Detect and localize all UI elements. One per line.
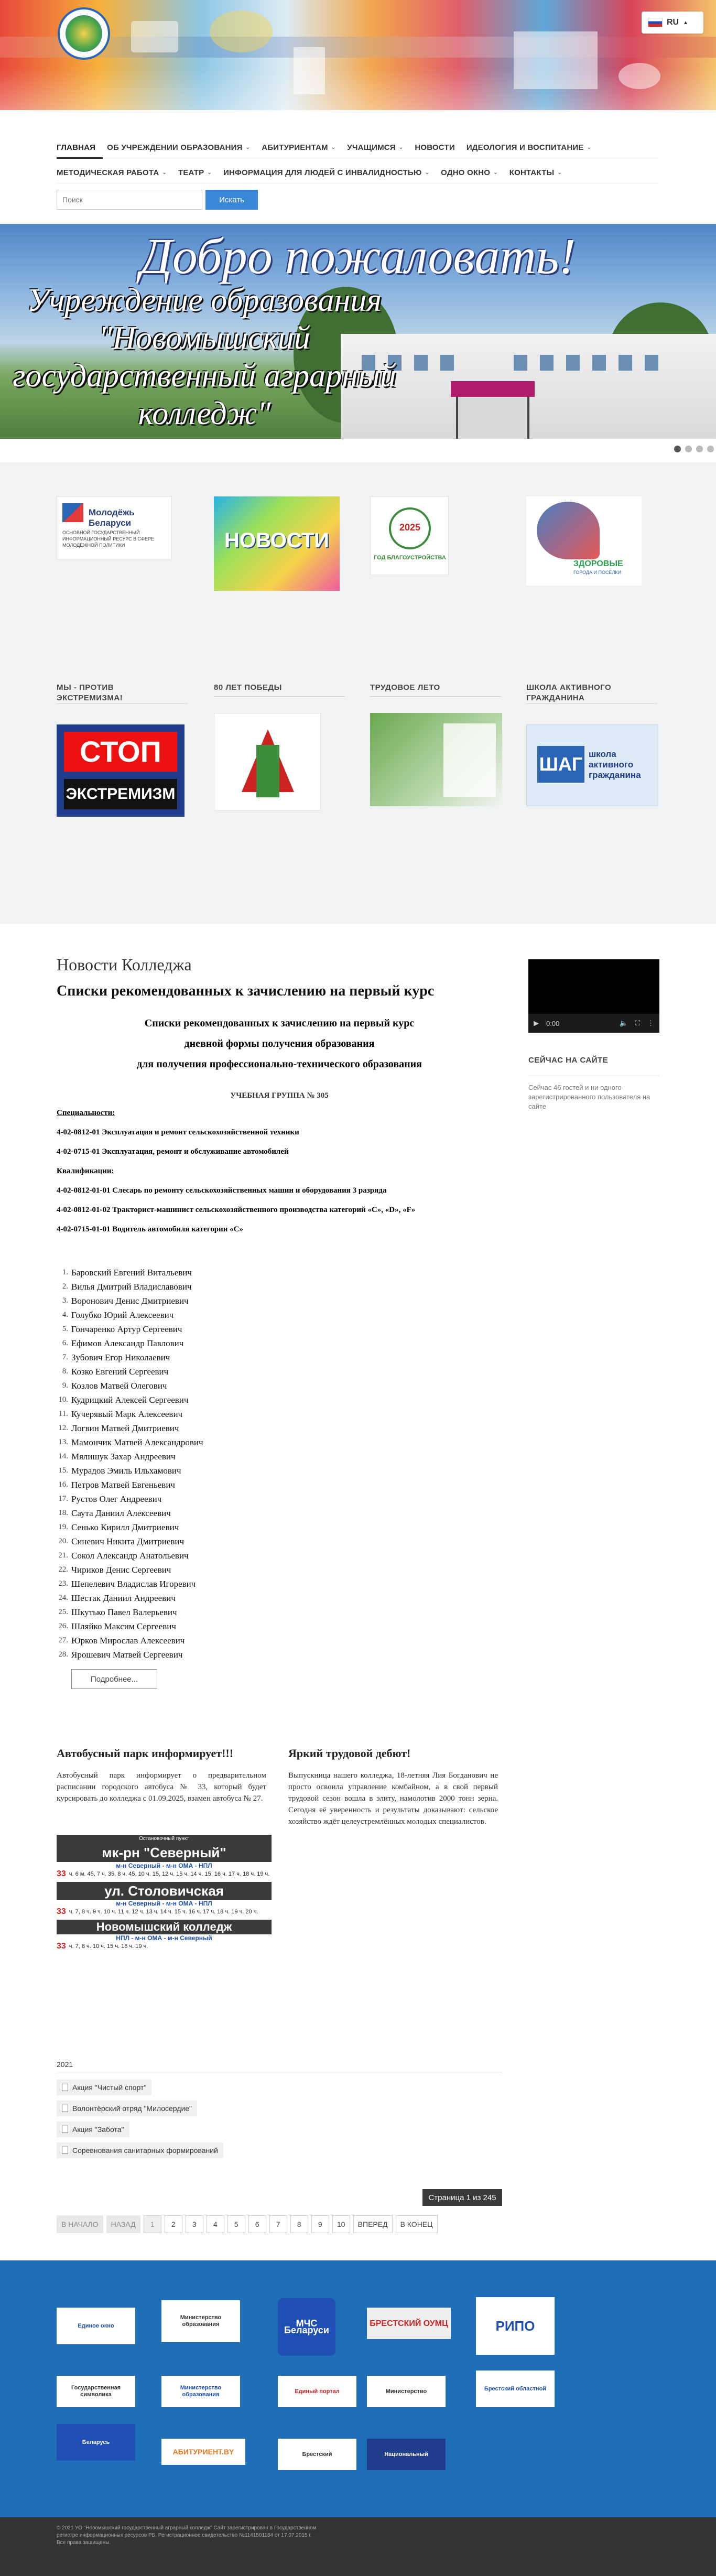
student-name: Шляйко Максим Сергеевич (71, 1621, 176, 1631)
chevron-down-icon: ⌄ (587, 145, 592, 150)
student-item (57, 1336, 502, 1350)
banner-news[interactable] (214, 496, 340, 591)
student-name: Шкутько Павел Валерьевич (71, 1607, 177, 1617)
student-name: Мурадов Эмиль Ильхамович (71, 1466, 181, 1476)
pagination-page[interactable]: 1 (144, 2215, 161, 2233)
route-text: м-н Северный - м-н ОМА - НПЛ (116, 1862, 212, 1869)
banner-healthy-cities[interactable] (526, 496, 642, 586)
student-item (57, 1365, 502, 1379)
chevron-down-icon: ⌄ (557, 170, 562, 176)
student-number: 26. (58, 1622, 68, 1630)
banner-labor-summer[interactable] (370, 713, 502, 806)
student-number: 15. (58, 1466, 68, 1475)
student-number: 21. (58, 1551, 68, 1560)
footer-logo[interactable]: РИПО (476, 2297, 555, 2355)
student-name: Шепелевич Владислав Игоревич (71, 1579, 196, 1589)
student-number: 17. (58, 1495, 68, 1503)
footer-logo[interactable]: Министерство (367, 2376, 446, 2407)
nav-item-label: ИДЕОЛОГИЯ И ВОСПИТАНИЕ (466, 143, 584, 152)
slider-pagination (674, 446, 714, 452)
student-number: 1. (62, 1268, 68, 1276)
student-name: Сокол Александр Анатольевич (71, 1551, 189, 1561)
news-content (57, 955, 502, 1689)
chevron-down-icon: ⌄ (162, 170, 167, 176)
route-number: 33 (57, 1907, 66, 1916)
student-number: 11. (58, 1410, 68, 1418)
route-text: м-н Северный - м-н ОМА - НПЛ (116, 1900, 212, 1907)
pagination-page[interactable]: 4 (207, 2215, 224, 2233)
student-name: Гончаренко Артур Сергеевич (71, 1324, 182, 1334)
stop-name: Новомышский колледж (57, 1920, 272, 1934)
nav-item[interactable] (57, 136, 103, 159)
student-item (57, 1563, 502, 1577)
pagination-page[interactable]: 8 (290, 2215, 308, 2233)
more-icon[interactable]: ⋮ (647, 1019, 654, 1027)
search-form (57, 190, 258, 210)
video-controls (528, 1014, 659, 1033)
archive-tag[interactable] (57, 2080, 151, 2095)
student-name: Логвин Матвей Дмитриевич (71, 1423, 179, 1433)
search-input[interactable] (57, 190, 202, 210)
student-name: Саута Даниил Алексеевич (71, 1508, 171, 1518)
year-label: 2021 (57, 2060, 502, 2072)
banner-stop-extremism[interactable] (57, 724, 185, 817)
video-player[interactable] (528, 959, 659, 1033)
specialties-label: Специальности: (57, 1109, 115, 1117)
student-item (57, 1520, 502, 1534)
nav-item[interactable] (467, 143, 599, 152)
student-number: 14. (58, 1452, 68, 1460)
nav-item[interactable] (509, 168, 569, 177)
student-item (57, 1619, 502, 1633)
student-name: Мамончик Матвей Александрович (71, 1437, 203, 1447)
qualification-item: 4-02-0715-01-01 Водитель автомобиля категории «С» (57, 1225, 243, 1233)
article-text: Автобусный парк информирует о предварительном расписании городского автобуса № 33, который будет курсировать до колледжа с 01.09.2025, взамен автобуса № 27. (57, 1771, 266, 1803)
banner-text-2: ЭКСТРЕМИЗМ (64, 779, 177, 809)
nav-item-label: ТЕАТР (178, 168, 204, 177)
banner-active-citizen-school[interactable] (526, 724, 658, 806)
student-item (57, 1449, 502, 1464)
route-number: 33 (57, 1942, 66, 1951)
video-time: 0:00 (546, 1019, 560, 1027)
route-text: НПЛ - м-н ОМА - м-н Северный (116, 1934, 212, 1942)
footer-logo[interactable]: Национальный (367, 2439, 446, 2470)
tag-label: Акция "Забота" (72, 2125, 124, 2134)
nav-item[interactable] (441, 168, 505, 177)
nav-item-label: АБИТУРИЕНТАМ (262, 143, 328, 152)
banner-label: МЫ - ПРОТИВ ЭКСТРЕМИЗМА! (57, 683, 123, 702)
banner-year-of-improvement[interactable] (370, 496, 449, 575)
times-text: ч. 7, 8 ч. 10 ч. 15 ч. 16 ч. 19 ч. (69, 1943, 148, 1950)
student-item (57, 1379, 502, 1393)
student-name: Чириков Денис Сергеевич (71, 1565, 171, 1575)
banner-title: НОВОСТИ (224, 529, 330, 552)
student-name: Кудрицкий Алексей Сергеевич (71, 1395, 189, 1405)
chevron-down-icon: ⌄ (398, 145, 404, 150)
banner-text-1: ШАГ (537, 746, 584, 783)
footer-logo[interactable]: Министерство образования (161, 2300, 240, 2342)
online-text: Сейчас 46 гостей и ни одного зарегистрированного пользователя на сайте (528, 1084, 650, 1110)
student-name: Ярошевич Матвей Сергеевич (71, 1650, 183, 1660)
tag-label: Волонтёрский отряд "Милосердие" (72, 2104, 192, 2113)
footer-logo[interactable]: Единый портал (278, 2376, 356, 2407)
student-item (57, 1605, 502, 1619)
language-code: RU (667, 18, 679, 27)
college-logo[interactable] (58, 7, 110, 60)
slider-dot[interactable] (696, 446, 703, 452)
article-title[interactable]: Яркий трудовой дебют! (288, 1747, 411, 1760)
nav-row-2 (57, 163, 659, 183)
footer-logo[interactable]: АБИТУРИЕНТ.BY (161, 2439, 245, 2465)
play-icon[interactable]: ▶ (534, 1019, 539, 1027)
footer-logo[interactable]: Беларусь (57, 2424, 135, 2461)
nav-item-label: ГЛАВНАЯ (57, 143, 96, 152)
article-labor-debut (288, 1747, 498, 1827)
banner-label: ТРУДОВОЕ ЛЕТО (370, 683, 440, 692)
nav-item[interactable] (178, 168, 219, 177)
group-title: УЧЕБНАЯ ГРУППА № 305 (230, 1091, 329, 1100)
document-icon (62, 2147, 68, 2154)
article-heading: для получения профессионально-технического образования (137, 1058, 422, 1070)
student-name: Петров Матвей Евгеньевич (71, 1480, 175, 1490)
qualification-item: 4-02-0812-01-02 Тракторист-машинист сельскохозяйственного производства категорий «С», «D», «F» (57, 1206, 416, 1214)
student-item (57, 1393, 502, 1407)
russia-flag-icon (648, 18, 663, 27)
nav-item-label: МЕТОДИЧЕСКАЯ РАБОТА (57, 168, 159, 177)
student-item (57, 1407, 502, 1421)
student-number: 18. (58, 1509, 68, 1517)
pagination-prev[interactable]: НАЗАД (106, 2215, 140, 2233)
student-item (57, 1492, 502, 1506)
student-number: 23. (58, 1579, 68, 1588)
search-button[interactable]: Искать (205, 190, 258, 210)
nav-item-label: НОВОСТИ (415, 143, 455, 152)
footer-logo[interactable]: Брестский (278, 2439, 356, 2470)
article-heading: Списки рекомендованных к зачислению на первый курс (144, 1018, 415, 1029)
chevron-down-icon: ⌄ (207, 170, 212, 176)
chevron-down-icon: ▲ (683, 19, 689, 26)
banner-title: ГОД БЛАГОУСТРОЙСТВА (374, 555, 446, 561)
hero-title: Добро пожаловать! (140, 228, 576, 284)
slider-dot[interactable] (674, 446, 681, 452)
nav-row-1 (57, 137, 659, 158)
nav-item-label: КОНТАКТЫ (509, 168, 555, 177)
student-item (57, 1421, 502, 1435)
article-bus (57, 1747, 266, 1804)
student-item (57, 1506, 502, 1520)
footer-logo[interactable]: БРЕСТСКИЙ ОУМЦ (367, 2308, 451, 2339)
student-item (57, 1648, 502, 1662)
student-item (57, 1294, 502, 1308)
document-icon (62, 2105, 68, 2112)
student-name: Воронович Денис Дмитриевич (71, 1296, 189, 1306)
volume-icon[interactable]: 🔈 (619, 1019, 628, 1027)
stop-label: Остановочный пункт (57, 1835, 272, 1843)
student-item (57, 1308, 502, 1322)
stop-name: мк-рн "Северный" (57, 1843, 272, 1862)
student-item (57, 1591, 502, 1605)
student-name: Зубович Егор Николаевич (71, 1352, 170, 1362)
chevron-down-icon: ⌄ (493, 170, 498, 176)
hero-slider[interactable] (0, 224, 716, 439)
footer-logo[interactable]: Государственная символика (57, 2376, 135, 2407)
nav-item[interactable] (107, 143, 257, 152)
specialty-item: 4-02-0812-01 Эксплуатация и ремонт сельскохозяйственной техники (57, 1128, 299, 1137)
footer-logo[interactable]: МЧС Беларуси (278, 2298, 335, 2356)
banner-label: ШКОЛА АКТИВНОГО ГРАЖДАНИНА (526, 683, 612, 702)
student-item (57, 1464, 502, 1478)
tag-label: Акция "Чистый спорт" (72, 2083, 147, 2092)
student-number: 9. (62, 1381, 68, 1390)
nav-item-label: УЧАЩИМСЯ (347, 143, 396, 152)
footer-logo[interactable]: Единое окно (57, 2308, 135, 2344)
nav-item[interactable] (415, 143, 462, 152)
pagination-last[interactable]: В КОНЕЦ (396, 2215, 438, 2233)
section-title: Новости Колледжа (57, 955, 192, 974)
banner-label: 80 ЛЕТ ПОБЕДЫ (214, 683, 282, 692)
student-item (57, 1633, 502, 1648)
student-number: 2. (62, 1282, 68, 1291)
student-name: Козлов Матвей Олегович (71, 1381, 167, 1391)
document-icon (62, 2084, 68, 2091)
student-number: 20. (58, 1537, 68, 1545)
fullscreen-icon[interactable]: ⛶ (635, 1019, 640, 1027)
pagination-page[interactable]: 6 (248, 2215, 266, 2233)
student-number: 19. (58, 1523, 68, 1531)
student-item (57, 1322, 502, 1336)
student-number: 10. (58, 1395, 68, 1404)
pagination-page[interactable]: 5 (227, 2215, 245, 2233)
student-name: Синевич Никита Дмитриевич (71, 1536, 185, 1546)
tag-list (57, 2080, 502, 2158)
student-item (57, 1350, 502, 1365)
student-number: 3. (62, 1296, 68, 1305)
nav-item[interactable] (223, 168, 437, 177)
student-item (57, 1534, 502, 1549)
slider-dot[interactable] (707, 446, 714, 452)
banner-subtitle: ОСНОВНОЙ ГОСУДАРСТВЕННЫЙ ИНФОРМАЦИОННЫЙ РЕСУРС В СФЕРЕ МОЛОДЕЖНОЙ ПОЛИТИКИ (62, 530, 154, 548)
student-number: 7. (62, 1353, 68, 1361)
route-number: 33 (57, 1869, 66, 1878)
article-heading: дневной формы получения образования (184, 1038, 375, 1049)
student-number: 6. (62, 1339, 68, 1347)
tag-label: Соревнования санитарных формирований (72, 2146, 218, 2155)
banner-subtitle: ГОРОДА И ПОСЁЛКИ (573, 570, 622, 575)
chevron-down-icon: ⌄ (331, 145, 336, 150)
students-list (57, 1265, 502, 1662)
student-number: 25. (58, 1608, 68, 1616)
student-name: Баровский Евгений Витальевич (71, 1268, 192, 1278)
nav-item-label: ОДНО ОКНО (441, 168, 491, 177)
student-name: Ефимов Александр Павлович (71, 1338, 184, 1348)
pagination (57, 2215, 438, 2233)
online-title: СЕЙЧАС НА САЙТЕ (528, 1056, 609, 1065)
archive-tag[interactable] (57, 2122, 129, 2137)
article-title[interactable]: Списки рекомендованных к зачислению на первый курс (57, 983, 435, 999)
student-name: Шестак Даниил Андреевич (71, 1593, 176, 1603)
banner-title: Молодёжь Беларуси (89, 507, 135, 528)
student-item (57, 1577, 502, 1591)
student-number: 5. (62, 1325, 68, 1333)
student-name: Кучерявый Марк Алексеевич (71, 1409, 183, 1419)
article-title[interactable]: Автобусный парк информирует!!! (57, 1747, 234, 1760)
hero-subtitle: Учреждение образования "Новомышский государственный аграрный колледж" (13, 283, 396, 431)
copyright-bar (0, 2517, 716, 2576)
page-counter: Страница 1 из 245 (422, 2189, 502, 2206)
banner-text-1: СТОП (64, 732, 177, 772)
article-text: Выпускница нашего колледжа, 18-летняя Лия Богданович не просто освоила управление комбайном, а в свой первый трудовой сезон вошла в элиту, намолотив 2000 тонн зерна. Сегодня её уверенность и результаты доказывают: сельское хозяйство ждёт целеустремлённых молодых специалистов. (288, 1771, 498, 1826)
student-name: Сенько Кирилл Дмитриевич (71, 1522, 179, 1532)
student-name: Голубко Юрий Алексеевич (71, 1310, 174, 1320)
footer-logo[interactable]: Министерство образования (161, 2376, 240, 2407)
nav-item-label: ИНФОРМАЦИЯ ДЛЯ ЛЮДЕЙ С ИНВАЛИДНОСТЬЮ (223, 168, 422, 177)
student-number: 27. (58, 1636, 68, 1644)
times-text: ч. 7, 8 ч. 9 ч. 10 ч. 11 ч. 12 ч. 13 ч. 14 ч. 15 ч. 16 ч. 17 ч. 18 ч. 19 ч. 20 ч. (69, 1909, 258, 1915)
student-item (57, 1549, 502, 1563)
student-name: Вилья Дмитрий Владиславович (71, 1282, 192, 1292)
nav-item[interactable] (57, 168, 174, 177)
pagination-page[interactable]: 2 (165, 2215, 182, 2233)
pagination-page[interactable]: 9 (311, 2215, 329, 2233)
student-name: Рустов Олег Андреевич (71, 1494, 162, 1504)
chevron-down-icon: ⌄ (245, 145, 251, 150)
footer-links (0, 2260, 716, 2517)
banner-title: ЗДОРОВЫЕ (573, 559, 623, 568)
student-number: 24. (58, 1594, 68, 1602)
copyright-text: © 2021 УО "Новомышский государственный аграрный колледж" Сайт зарегистрирован в Государственном регистре информационных ресурсов РБ. Регистрационное свидетельство №1141501184 от 17.07.2015 г. Все права защищены. (57, 2525, 317, 2546)
qualification-item: 4-02-0812-01-01 Слесарь по ремонту сельскохозяйственных машин и оборудования 3 разряда (57, 1186, 387, 1195)
student-item (57, 1280, 502, 1294)
student-name: Мялишук Захар Андреевич (71, 1452, 176, 1462)
student-name: Юрков Мирослав Алексеевич (71, 1636, 185, 1646)
student-number: 16. (58, 1480, 68, 1489)
header-banner (0, 0, 716, 110)
main-nav (57, 137, 659, 188)
nav-item[interactable] (347, 143, 410, 152)
student-number: 8. (62, 1367, 68, 1376)
student-number: 12. (58, 1424, 68, 1432)
banners-section (0, 462, 716, 924)
pagination-page[interactable]: 3 (186, 2215, 203, 2233)
banner-text-2: школа активного гражданина (589, 749, 641, 780)
student-item (57, 1478, 502, 1492)
slider-dot[interactable] (685, 446, 692, 452)
student-number: 4. (62, 1311, 68, 1319)
student-item (57, 1265, 502, 1280)
nav-item-label: ОБ УЧРЕЖДЕНИИ ОБРАЗОВАНИЯ (107, 143, 243, 152)
student-number: 22. (58, 1565, 68, 1574)
pagination-next[interactable]: ВПЕРЕД (353, 2215, 393, 2233)
specialty-item: 4-02-0715-01 Эксплуатация, ремонт и обслуживание автомобилей (57, 1148, 289, 1156)
nav-item[interactable] (262, 143, 343, 152)
qualifications-label: Квалификации: (57, 1167, 114, 1175)
pagination-page[interactable]: 7 (269, 2215, 287, 2233)
document-icon (62, 2126, 68, 2133)
archive-tag[interactable] (57, 2101, 197, 2116)
footer-logo[interactable]: Брестский областной (476, 2371, 555, 2407)
banner-youth-belarus[interactable] (57, 496, 172, 559)
pagination-pages (144, 2215, 350, 2233)
banner-year: 2025 (399, 522, 421, 533)
student-item (57, 1435, 502, 1449)
student-name: Козко Евгений Сергеевич (71, 1367, 169, 1377)
archive-tags (57, 2060, 502, 2158)
times-text: ч. 6 м. 45, 7 ч. 35, 8 ч. 45, 10 ч. 15, 12 ч. 15 ч. 14 ч. 15, 16 ч. 17 ч. 18 ч. 19 ч. (69, 1871, 270, 1877)
student-number: 28. (58, 1650, 68, 1659)
archive-tag[interactable] (57, 2142, 223, 2158)
language-switcher[interactable] (642, 12, 703, 34)
stop-name: ул. Столовичская (57, 1882, 272, 1900)
pagination-page[interactable]: 10 (332, 2215, 350, 2233)
read-more-button[interactable]: Подробнее... (71, 1669, 157, 1689)
pagination-first[interactable]: В НАЧАЛО (57, 2215, 103, 2233)
student-number: 13. (58, 1438, 68, 1446)
chevron-down-icon: ⌄ (425, 170, 430, 176)
bus-schedule-image (57, 1835, 272, 1955)
banner-80-years-victory[interactable] (214, 713, 321, 810)
